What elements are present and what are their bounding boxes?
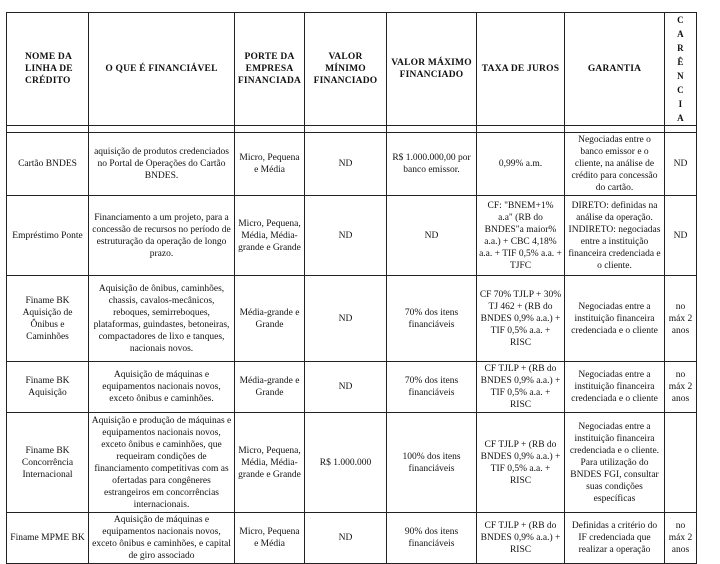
table-row	[7, 513, 697, 564]
cell-nome: Finame BK Concorrência Internacional	[7, 413, 89, 513]
cell-taxa: CF: "BNEM+1% a.a" (RB do BNDES"a maior% a.a.) + CBC 4,18% a.a. + TIF 0,5% a.a. + TJFC	[477, 196, 565, 276]
header-carencia	[665, 13, 697, 126]
credit-lines-table-container	[6, 12, 696, 561]
table-row	[7, 133, 697, 196]
cell-valor-maximo: 70% dos itens financiáveis	[387, 362, 477, 413]
table-row	[7, 276, 697, 362]
cell-valor-maximo: 100% dos itens financiáveis	[387, 413, 477, 513]
header-row	[7, 13, 697, 126]
carencia-letter: Ê	[677, 57, 684, 67]
cell-valor-maximo: ND	[387, 196, 477, 276]
header-porte: PORTE DA EMPRESA FINANCIADA	[235, 13, 305, 126]
credit-lines-table	[6, 12, 697, 564]
cell-nome: Cartão BNDES	[7, 133, 89, 196]
cell-financiavel: aquisição de produtos credenciados no Portal de Operações do Cartão BNDES.	[89, 133, 235, 196]
cell-valor-minimo: ND	[305, 133, 387, 196]
cell-porte: Média-grande e Grande	[235, 362, 305, 413]
cell-valor-minimo: ND	[305, 362, 387, 413]
carencia-letter: A	[677, 29, 684, 39]
cell-garantia: DIRETO: definidas na análise da operação. INDIRETO: negociadas entre a instituição financeira credenciada e o cliente.	[565, 196, 665, 276]
cell-carencia: ND	[665, 196, 697, 276]
header-taxa: TAXA DE JUROS	[477, 13, 565, 126]
cell-carencia: no máx 2 anos	[665, 362, 697, 413]
cell-valor-minimo: ND	[305, 196, 387, 276]
cell-garantia: Negociadas entre a instituição financeira credenciada e o cliente	[565, 362, 665, 413]
cell-financiavel: Aquisição e produção de máquinas e equipamentos nacionais novos, exceto ônibus e caminhões, que requeiram condições de financiamento competitivas com as ofertadas para congêneres estrangeiros em concorrências internacionais.	[89, 413, 235, 513]
carencia-letter: N	[677, 71, 684, 81]
cell-porte: Micro, Pequena e Média	[235, 133, 305, 196]
cell-valor-minimo: ND	[305, 513, 387, 564]
cell-financiavel: Aquisição de máquinas e equipamentos nacionais novos, exceto ônibus e caminhões, e capital de giro associado	[89, 513, 235, 564]
carencia-letter: C	[677, 85, 684, 95]
cell-taxa: 0,99% a.m.	[477, 133, 565, 196]
cell-nome: Empréstimo Ponte	[7, 196, 89, 276]
cell-garantia: Definidas a critério do IF credenciada que realizar a operação	[565, 513, 665, 564]
cell-carencia: no máx 2 anos	[665, 513, 697, 564]
carencia-letter: R	[677, 43, 684, 53]
cell-carencia: no máx 2 anos	[665, 276, 697, 362]
cell-taxa: CF 70% TJLP + 30% TJ 462 + (RB do BNDES 0,9% a.a.) + TIF 0,5% a.a. + RISC	[477, 276, 565, 362]
cell-garantia: Negociadas entre o banco emissor e o cliente, na análise de crédito para concessão do cartão.	[565, 133, 665, 196]
cell-porte: Micro, Pequena e Média	[235, 513, 305, 564]
cell-garantia: Negociadas entre a instituição financeira credenciada e o cliente. Para utilização do BNDES FGI, consultar suas condições específicas	[565, 413, 665, 513]
cell-valor-minimo: ND	[305, 276, 387, 362]
cell-nome: Finame BK Aquisição	[7, 362, 89, 413]
cell-carencia: ND	[665, 133, 697, 196]
cell-taxa: CF TJLP + (RB do BNDES 0,9% a.a.) + TIF 0,5% a.a. + RISC	[477, 413, 565, 513]
table-row	[7, 196, 697, 276]
carencia-letter: I	[678, 99, 683, 109]
cell-financiavel: Aquisição de máquinas e equipamentos nacionais novos, exceto ônibus e caminhões.	[89, 362, 235, 413]
cell-porte: Micro, Pequena, Média, Média-grande e Grande	[235, 413, 305, 513]
cell-valor-maximo: 70% dos itens financiáveis	[387, 276, 477, 362]
cell-porte: Média-grande e Grande	[235, 276, 305, 362]
spacer-row	[7, 126, 697, 133]
header-financiavel: O QUE É FINANCIÁVEL	[89, 13, 235, 126]
cell-taxa: CF TJLP + (RB do BNDES 0,9% a.a.) + TIF 0,5% a.a. + RISC	[477, 362, 565, 413]
table-row	[7, 362, 697, 413]
carencia-letter: C	[677, 15, 684, 25]
cell-valor-minimo: R$ 1.000.000	[305, 413, 387, 513]
header-valor-maximo: VALOR MÁXIMO FINANCIADO	[387, 13, 477, 126]
cell-porte: Micro, Pequena, Média, Média-grande e Grande	[235, 196, 305, 276]
cell-financiavel: Financiamento a um projeto, para a concessão de recursos no período de estruturação da operação de longo prazo.	[89, 196, 235, 276]
cell-garantia: Negociadas entre a instituição financeira credenciada e o cliente	[565, 276, 665, 362]
cell-nome: Finame BK Aquisição de Ônibus e Caminhões	[7, 276, 89, 362]
cell-financiavel: Aquisição de ônibus, caminhões, chassis, cavalos-mecânicos, reboques, semirreboques, plataformas, guindastes, betoneiras, compactadores de lixo e tanques, nacionais novos.	[89, 276, 235, 362]
cell-valor-maximo: 90% dos itens financiáveis	[387, 513, 477, 564]
carencia-letter: A	[677, 113, 684, 123]
cell-carencia	[665, 413, 697, 513]
table-row	[7, 413, 697, 513]
header-garantia: GARANTIA	[565, 13, 665, 126]
header-nome: NOME DA LINHA DE CRÉDITO	[7, 13, 89, 126]
cell-valor-maximo: R$ 1.000.000,00 por banco emissor.	[387, 133, 477, 196]
header-valor-minimo: VALOR MÍNIMO FINANCIADO	[305, 13, 387, 126]
cell-taxa: CF TJLP + (RB do BNDES 0,9% a.a.) + RISC	[477, 513, 565, 564]
cell-nome: Finame MPME BK	[7, 513, 89, 564]
